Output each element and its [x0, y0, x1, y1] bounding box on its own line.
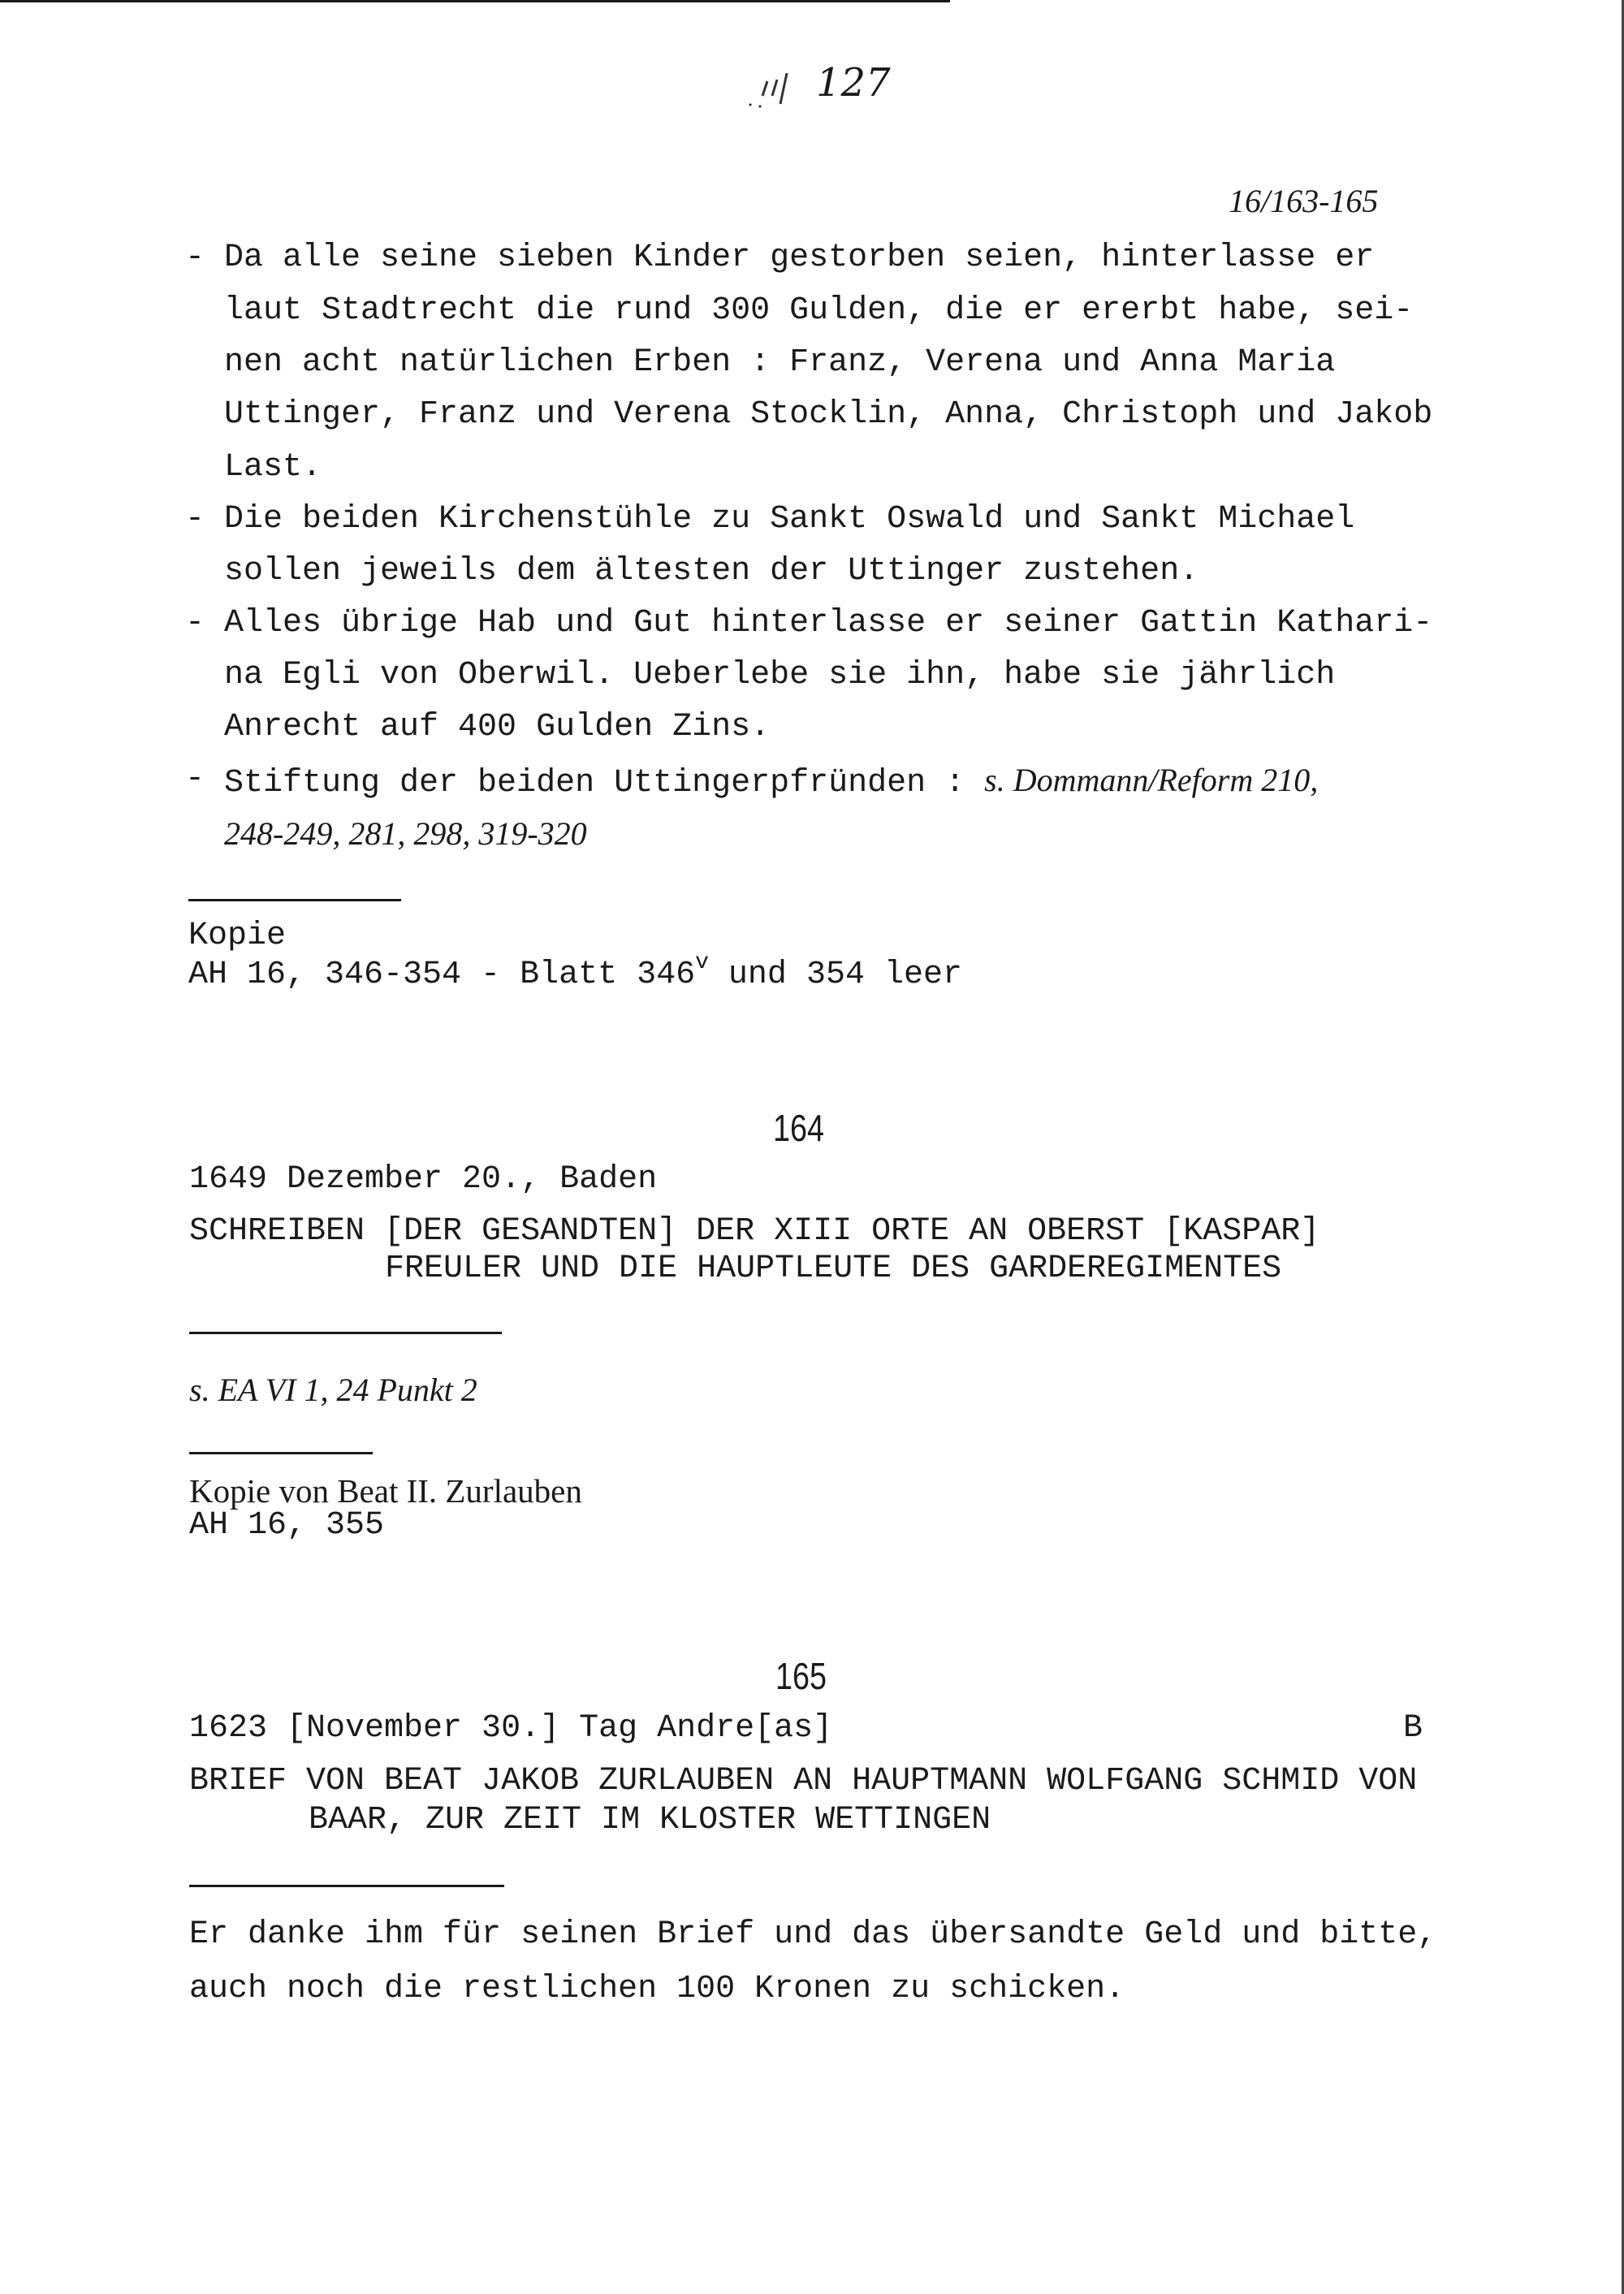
bullet-4-line-1 — [224, 761, 1318, 801]
bullet-4-reference: s. Dommann/Reform 210, — [984, 762, 1319, 798]
handwritten-mark — [735, 57, 897, 126]
bullet-1-line-2: laut Stadtrecht die rund 300 Gulden, die er ererbt habe, sei- — [224, 292, 1414, 329]
section-divider — [189, 1332, 502, 1334]
copy-reference: AH 16, 355 — [189, 1507, 385, 1544]
entry-date: 1623 [November 30.] Tag Andre[as] — [189, 1710, 833, 1747]
bullet-1-line-1: Da alle seine sieben Kinder gestorben seien, hinterlasse er — [224, 240, 1375, 276]
entry-title-line-1: SCHREIBEN [DER GESANDTEN] DER XIII ORTE AN OBERST [KASPAR] — [189, 1213, 1320, 1250]
bullet-4-text: Stiftung der beiden Uttingerpfründen : — [224, 765, 985, 801]
bullet-3-line-2: na Egli von Oberwil. Ueberlebe sie ihn, habe sie jährlich — [224, 657, 1336, 693]
bullet-dash: - — [185, 501, 205, 538]
entry-title-line-2: FREULER UND DIE HAUPTLEUTE DES GARDEREGIMENTES — [385, 1251, 1282, 1287]
entry-date: 1649 Dezember 20., Baden — [189, 1161, 658, 1198]
entry-number: 164 — [773, 1107, 824, 1149]
footnote-divider — [188, 899, 401, 901]
bullet-2-line-1: Die beiden Kirchenstühle zu Sankt Oswald und Sankt Michael — [224, 501, 1355, 538]
handwritten-mark-text: 127 — [816, 60, 891, 106]
entry-title-line-2: BAAR, ZUR ZEIT IM KLOSTER WETTINGEN — [309, 1802, 991, 1838]
bullet-4-line-2: 248-249, 281, 298, 319-320 — [224, 815, 587, 852]
section-divider — [189, 1885, 504, 1887]
copy-reference — [188, 950, 962, 993]
entry-number: 165 — [775, 1655, 827, 1697]
body-line-1: Er danke ihm für seinen Brief und das übersandte Geld und bitte, — [189, 1916, 1437, 1953]
body-line-2: auch noch die restlichen 100 Kronen zu schicken. — [189, 1971, 1125, 2007]
bullet-dash: - — [185, 761, 205, 797]
copy-reference-superscript: v — [695, 950, 709, 975]
entry-reference: s. EA VI 1, 24 Punkt 2 — [189, 1372, 477, 1408]
footnote-divider — [189, 1452, 373, 1454]
copy-label: Kopie von Beat II. Zurlauben — [189, 1472, 582, 1510]
bullet-dash: - — [185, 605, 205, 642]
page-reference: 16/163-165 — [1229, 183, 1379, 219]
bullet-1-line-3: nen acht natürlichen Erben : Franz, Verena und Anna Maria — [224, 344, 1336, 381]
bullet-1-line-5: Last. — [224, 449, 322, 486]
scan-top-border — [0, 0, 950, 2]
bullet-3-line-1: Alles übrige Hab und Gut hinterlasse er seiner Gattin Kathari- — [224, 605, 1433, 642]
entry-title-line-1: BRIEF VON BEAT JAKOB ZURLAUBEN AN HAUPTMANN WOLFGANG SCHMID VON — [189, 1763, 1418, 1799]
copy-label: Kopie — [188, 918, 287, 954]
bullet-1-line-4: Uttinger, Franz und Verena Stocklin, Anna, Christoph und Jakob — [224, 396, 1433, 433]
bullet-2-line-2: sollen jeweils dem ältesten der Uttinger zustehen. — [224, 553, 1199, 590]
bullet-3-line-3: Anrecht auf 400 Gulden Zins. — [224, 709, 771, 745]
copy-reference-tail: und 354 leer — [708, 957, 962, 993]
bullet-dash: - — [185, 240, 205, 276]
copy-reference-text: AH 16, 346-354 - Blatt 346 — [188, 957, 696, 993]
entry-marker: B — [1403, 1710, 1423, 1747]
